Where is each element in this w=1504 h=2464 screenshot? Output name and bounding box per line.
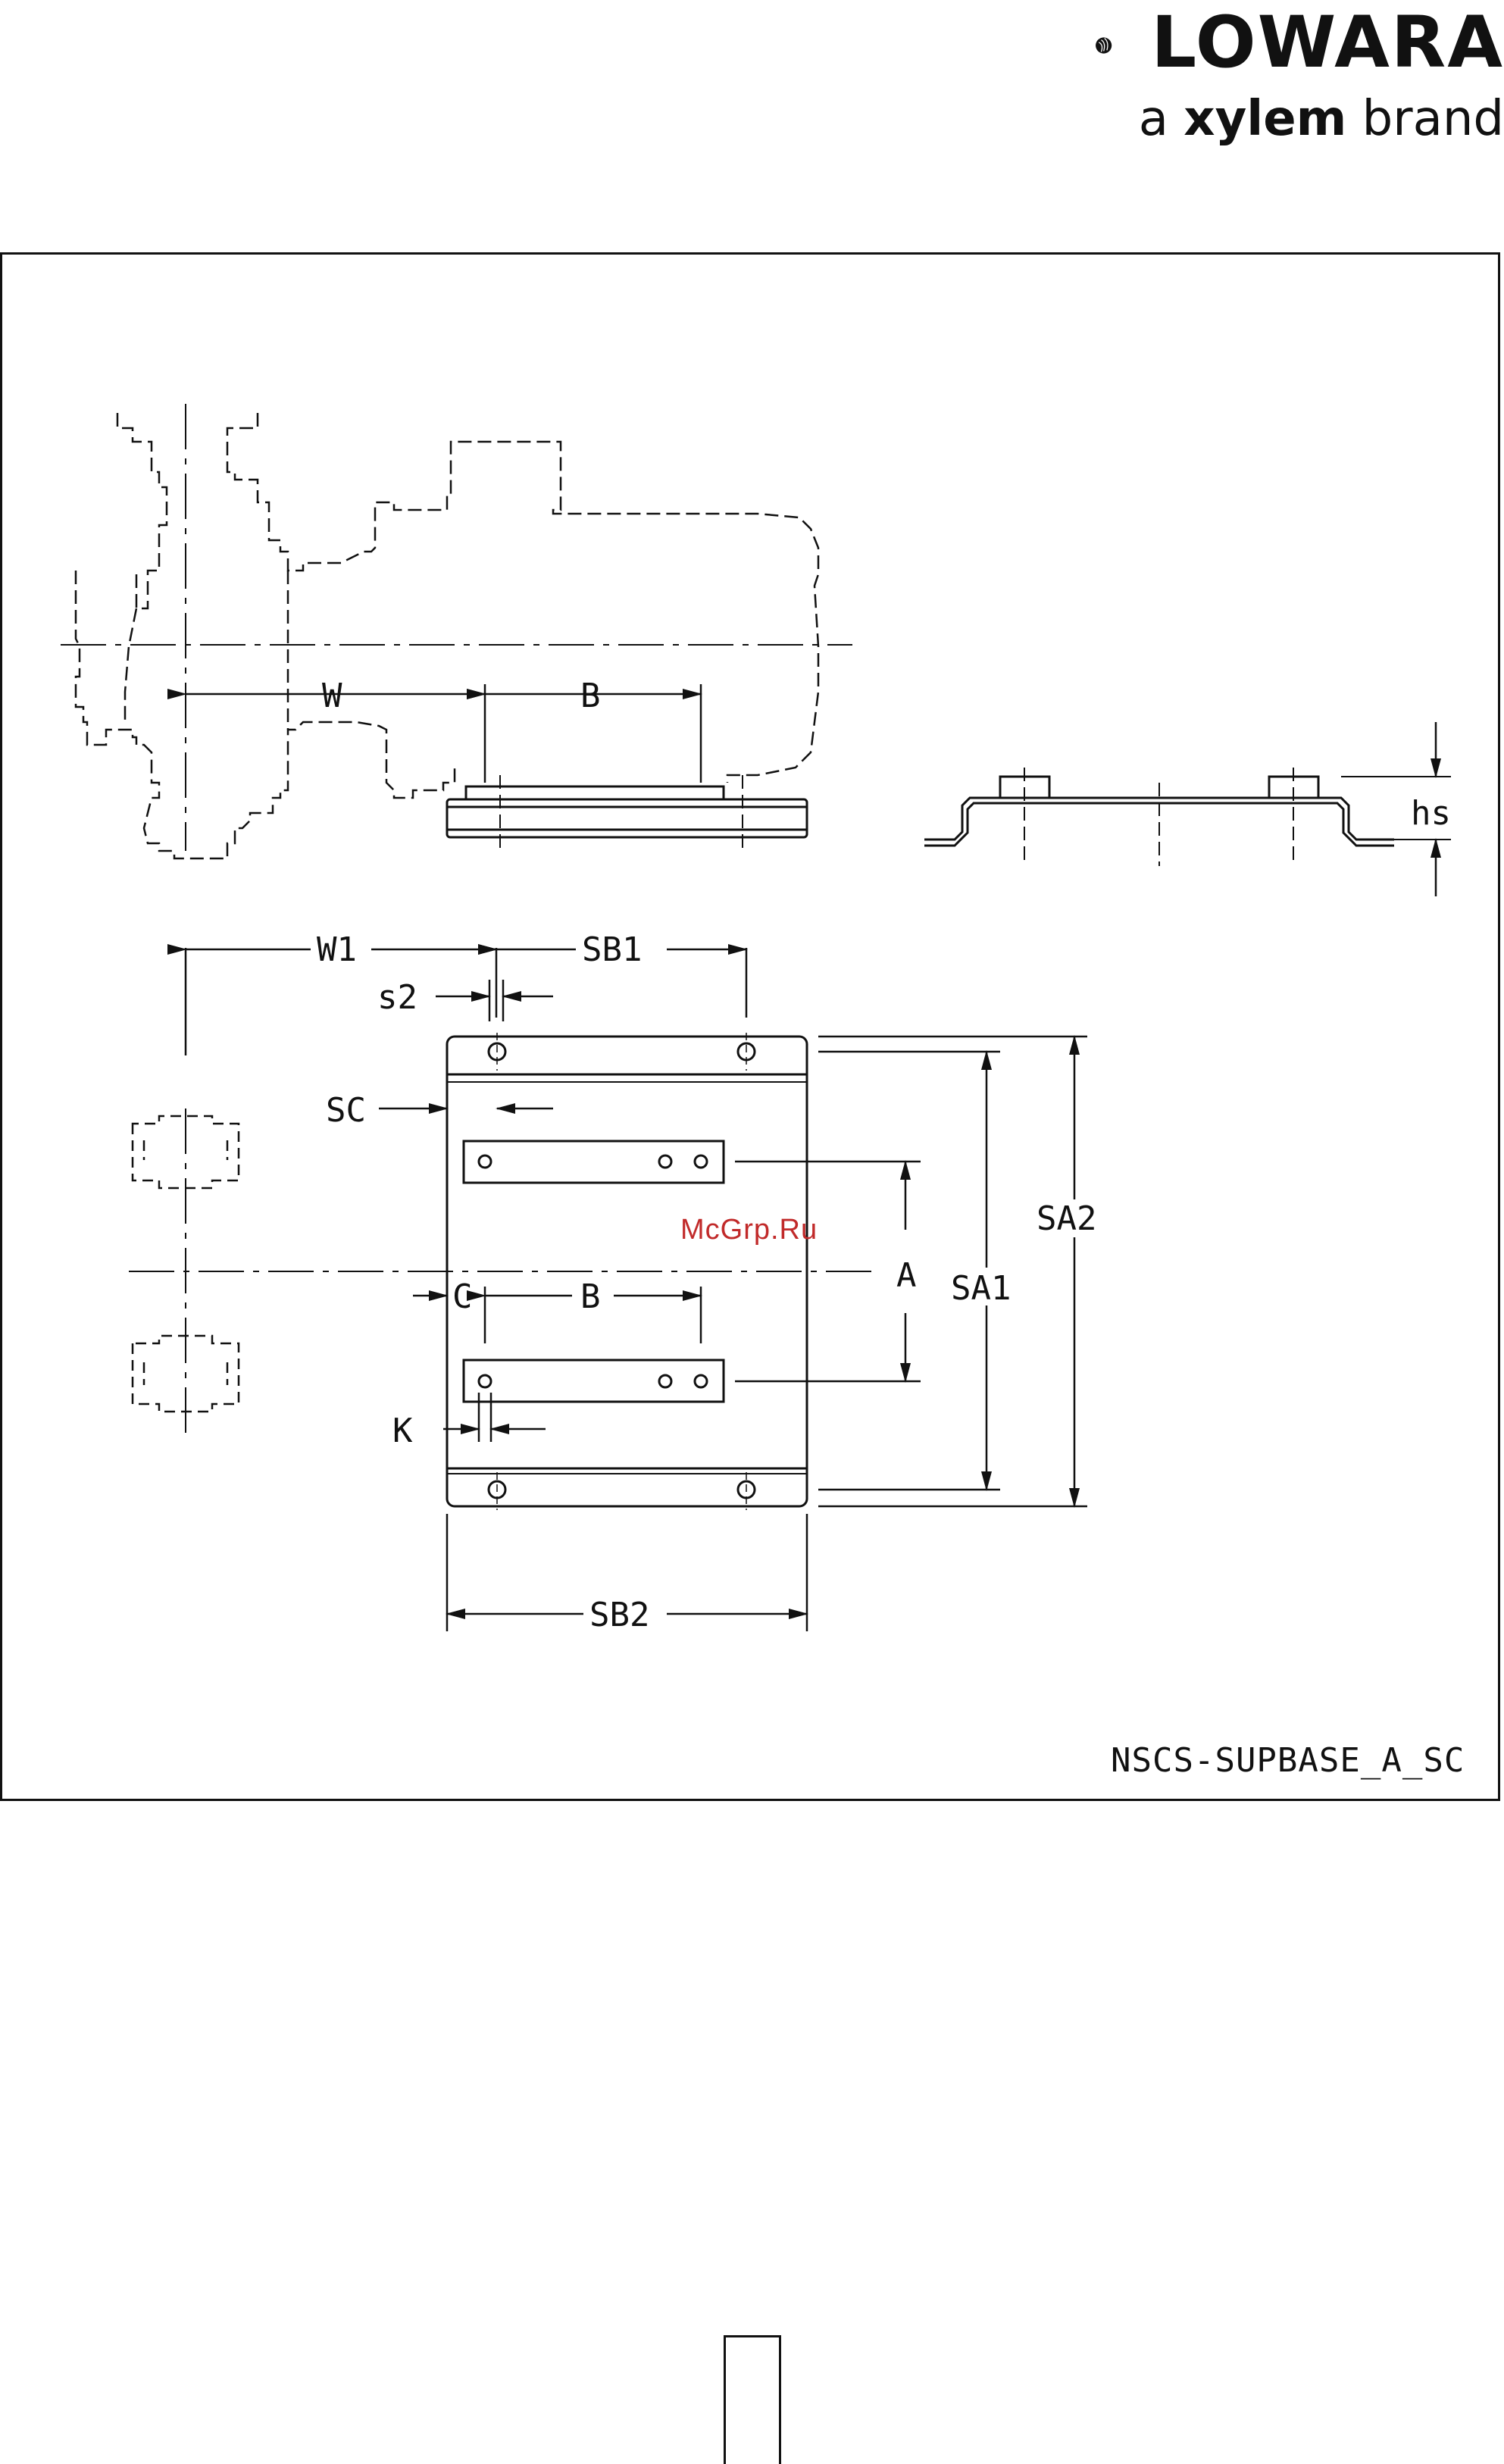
label-w: W [322,677,342,715]
label-b-top: B [580,677,601,715]
dimension-k [443,1393,546,1442]
label-sa1: SA1 [951,1269,1012,1308]
label-b-plan: B [580,1277,601,1316]
pump-outline [76,413,818,858]
label-sb2: SB2 [589,1596,650,1634]
brand-header [1080,0,1504,159]
label-hs: hs [1411,794,1451,833]
label-k: K [392,1412,413,1450]
label-sa2: SA2 [1037,1199,1097,1238]
label-sc: SC [326,1091,366,1130]
baseplate-technical-drawing [0,252,1504,1801]
watermark: McGrp.Ru [680,1214,818,1246]
dimension-w-b-side [186,684,701,783]
label-sb1: SB1 [582,930,643,969]
label-w1: W1 [317,930,357,969]
brand-name: LOWARA [1151,2,1504,84]
label-s2: s2 [377,978,417,1017]
brand-tagline: a xylem brand [1138,91,1504,147]
dimension-w1-sb1 [186,948,746,1055]
label-c: C [452,1277,473,1316]
baseplate-end-profile [924,722,1451,896]
page-number-box [724,2335,781,2464]
baseplate-side-view [447,775,807,851]
drawing-id: NSCS-SUPBASE_A_SC [1111,1741,1465,1780]
label-a: A [896,1256,917,1295]
